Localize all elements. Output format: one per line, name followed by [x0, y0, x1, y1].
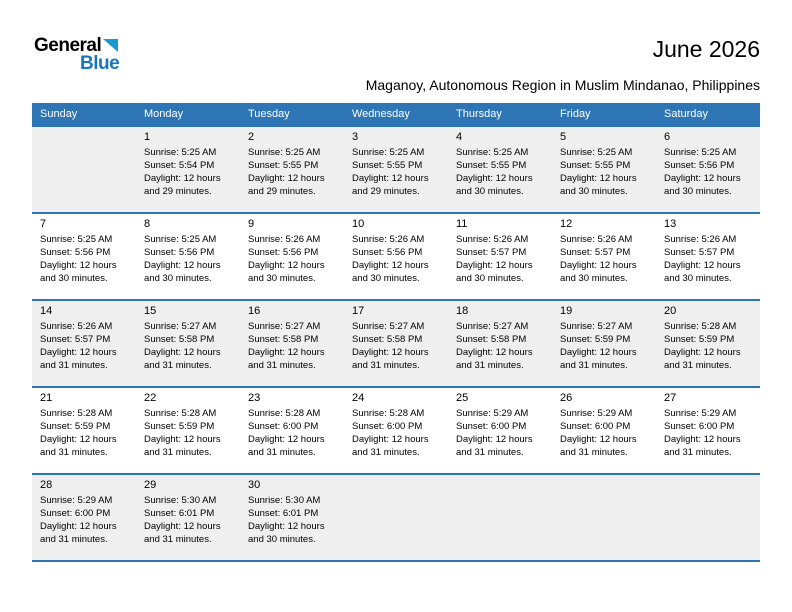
day-cell-24: [344, 387, 448, 474]
daylight-text-line1: Daylight: 12 hours: [352, 434, 429, 445]
day-number: 17: [352, 305, 365, 317]
month-title: June 2026: [652, 36, 760, 62]
location-subtitle: Maganoy, Autonomous Region in Muslim Mindanao, Philippines: [365, 77, 760, 93]
day-cell-16: [240, 300, 344, 387]
daylight-text-line2: and 31 minutes.: [664, 447, 732, 458]
sunrise-text: Sunrise: 5:27 AM: [456, 321, 529, 332]
daylight-text-line1: Daylight: 12 hours: [248, 521, 325, 532]
daylight-text-line2: and 30 minutes.: [248, 534, 316, 545]
sunrise-text: Sunrise: 5:25 AM: [248, 147, 321, 158]
day-number: 21: [40, 392, 53, 404]
day-cell-27: [656, 387, 760, 474]
empty-day-cell: [448, 474, 552, 561]
daylight-text-line2: and 31 minutes.: [352, 447, 420, 458]
daylight-text-line2: and 31 minutes.: [664, 360, 732, 371]
logo-text-general: General: [34, 35, 102, 56]
weekday-header-thursday: Thursday: [448, 103, 552, 126]
day-cell-29: [136, 474, 240, 561]
day-cell-2: [240, 126, 344, 213]
day-cell-17: [344, 300, 448, 387]
daylight-text-line1: Daylight: 12 hours: [560, 347, 637, 358]
sunrise-text: Sunrise: 5:28 AM: [40, 408, 113, 419]
day-cell-10: [344, 213, 448, 300]
day-cell-7: [32, 213, 136, 300]
daylight-text-line1: Daylight: 12 hours: [40, 521, 117, 532]
sunrise-text: Sunrise: 5:25 AM: [456, 147, 529, 158]
calendar-header: [32, 103, 760, 126]
general-blue-logo: [34, 36, 119, 73]
sunset-text: Sunset: 5:55 PM: [456, 160, 527, 171]
daylight-text-line2: and 30 minutes.: [456, 186, 524, 197]
daylight-text-line2: and 30 minutes.: [560, 186, 628, 197]
day-number: 25: [456, 392, 469, 404]
day-cell-9: [240, 213, 344, 300]
logo-text-blue: Blue: [80, 53, 120, 74]
day-cell-5: [552, 126, 656, 213]
week-row: [32, 300, 760, 387]
daylight-text-line1: Daylight: 12 hours: [456, 260, 533, 271]
day-number: 4: [456, 131, 463, 143]
daylight-text-line2: and 31 minutes.: [144, 360, 212, 371]
sunrise-text: Sunrise: 5:25 AM: [352, 147, 425, 158]
week-row: [32, 387, 760, 474]
weekday-header-saturday: Saturday: [656, 103, 760, 126]
day-number: 15: [144, 305, 157, 317]
daylight-text-line1: Daylight: 12 hours: [664, 434, 741, 445]
day-cell-15: [136, 300, 240, 387]
daylight-text-line1: Daylight: 12 hours: [40, 434, 117, 445]
sunrise-text: Sunrise: 5:25 AM: [664, 147, 737, 158]
sunset-text: Sunset: 6:00 PM: [40, 508, 111, 519]
daylight-text-line1: Daylight: 12 hours: [352, 347, 429, 358]
daylight-text-line2: and 31 minutes.: [144, 534, 212, 545]
sunrise-text: Sunrise: 5:29 AM: [560, 408, 633, 419]
day-number: 9: [248, 218, 255, 230]
daylight-text-line2: and 30 minutes.: [144, 273, 212, 284]
daylight-text-line1: Daylight: 12 hours: [40, 260, 117, 271]
day-cell-1: [136, 126, 240, 213]
sunset-text: Sunset: 5:58 PM: [456, 334, 527, 345]
daylight-text-line1: Daylight: 12 hours: [248, 347, 325, 358]
day-cell-18: [448, 300, 552, 387]
sunset-text: Sunset: 6:01 PM: [144, 508, 215, 519]
daylight-text-line2: and 29 minutes.: [248, 186, 316, 197]
daylight-text-line2: and 31 minutes.: [248, 447, 316, 458]
day-number: 2: [248, 131, 255, 143]
calendar-table: [32, 103, 760, 562]
day-cell-28: [32, 474, 136, 561]
week-row: [32, 213, 760, 300]
day-number: 26: [560, 392, 573, 404]
sunset-text: Sunset: 5:56 PM: [664, 160, 735, 171]
sunset-text: Sunset: 6:00 PM: [456, 421, 527, 432]
day-number: 23: [248, 392, 261, 404]
daylight-text-line2: and 30 minutes.: [248, 273, 316, 284]
day-number: 24: [352, 392, 365, 404]
sunrise-text: Sunrise: 5:27 AM: [560, 321, 633, 332]
day-number: 11: [456, 218, 468, 230]
empty-day-cell: [552, 474, 656, 561]
sunrise-text: Sunrise: 5:27 AM: [248, 321, 321, 332]
sunset-text: Sunset: 5:55 PM: [352, 160, 423, 171]
sunrise-text: Sunrise: 5:26 AM: [248, 234, 321, 245]
daylight-text-line1: Daylight: 12 hours: [40, 347, 117, 358]
sunset-text: Sunset: 5:58 PM: [248, 334, 319, 345]
sunrise-text: Sunrise: 5:28 AM: [248, 408, 321, 419]
daylight-text-line2: and 30 minutes.: [664, 273, 732, 284]
day-number: 22: [144, 392, 157, 404]
daylight-text-line2: and 31 minutes.: [456, 447, 524, 458]
day-number: 7: [40, 218, 47, 230]
daylight-text-line1: Daylight: 12 hours: [560, 260, 637, 271]
day-cell-20: [656, 300, 760, 387]
sunset-text: Sunset: 5:55 PM: [560, 160, 631, 171]
sunset-text: Sunset: 5:58 PM: [144, 334, 215, 345]
day-number: 13: [664, 218, 677, 230]
day-number: 5: [560, 131, 567, 143]
daylight-text-line2: and 30 minutes.: [352, 273, 420, 284]
daylight-text-line2: and 31 minutes.: [40, 447, 108, 458]
day-cell-6: [656, 126, 760, 213]
sunrise-text: Sunrise: 5:27 AM: [352, 321, 425, 332]
day-number: 16: [248, 305, 261, 317]
day-cell-19: [552, 300, 656, 387]
sunrise-text: Sunrise: 5:30 AM: [248, 495, 321, 506]
daylight-text-line1: Daylight: 12 hours: [144, 173, 221, 184]
sunrise-text: Sunrise: 5:26 AM: [560, 234, 633, 245]
sunrise-text: Sunrise: 5:26 AM: [664, 234, 737, 245]
day-number: 10: [352, 218, 365, 230]
sunset-text: Sunset: 5:59 PM: [40, 421, 111, 432]
empty-day-cell: [656, 474, 760, 561]
day-cell-11: [448, 213, 552, 300]
daylight-text-line2: and 31 minutes.: [40, 534, 108, 545]
daylight-text-line1: Daylight: 12 hours: [664, 260, 741, 271]
day-number: 6: [664, 131, 671, 143]
daylight-text-line1: Daylight: 12 hours: [248, 173, 325, 184]
sunset-text: Sunset: 6:00 PM: [248, 421, 319, 432]
daylight-text-line1: Daylight: 12 hours: [456, 434, 533, 445]
daylight-text-line2: and 30 minutes.: [664, 186, 732, 197]
daylight-text-line1: Daylight: 12 hours: [248, 260, 325, 271]
daylight-text-line2: and 31 minutes.: [560, 360, 628, 371]
calendar-body: [32, 126, 760, 561]
sunset-text: Sunset: 5:56 PM: [40, 247, 111, 258]
sunrise-text: Sunrise: 5:29 AM: [664, 408, 737, 419]
sunrise-text: Sunrise: 5:30 AM: [144, 495, 217, 506]
day-cell-8: [136, 213, 240, 300]
day-cell-23: [240, 387, 344, 474]
daylight-text-line1: Daylight: 12 hours: [664, 347, 741, 358]
sunrise-text: Sunrise: 5:26 AM: [40, 321, 113, 332]
weekday-header-sunday: Sunday: [32, 103, 136, 126]
day-cell-14: [32, 300, 136, 387]
sunrise-text: Sunrise: 5:29 AM: [456, 408, 529, 419]
day-number: 30: [248, 479, 261, 491]
sunset-text: Sunset: 5:56 PM: [248, 247, 319, 258]
day-number: 14: [40, 305, 53, 317]
sunrise-text: Sunrise: 5:25 AM: [40, 234, 113, 245]
day-number: 8: [144, 218, 151, 230]
daylight-text-line1: Daylight: 12 hours: [456, 173, 533, 184]
daylight-text-line2: and 30 minutes.: [456, 273, 524, 284]
sunrise-text: Sunrise: 5:28 AM: [144, 408, 217, 419]
day-cell-12: [552, 213, 656, 300]
weekday-header-wednesday: Wednesday: [344, 103, 448, 126]
daylight-text-line1: Daylight: 12 hours: [560, 173, 637, 184]
day-number: 28: [40, 479, 53, 491]
day-cell-26: [552, 387, 656, 474]
daylight-text-line2: and 31 minutes.: [456, 360, 524, 371]
daylight-text-line1: Daylight: 12 hours: [352, 260, 429, 271]
daylight-text-line2: and 31 minutes.: [352, 360, 420, 371]
sunrise-text: Sunrise: 5:28 AM: [352, 408, 425, 419]
sunrise-text: Sunrise: 5:26 AM: [456, 234, 529, 245]
sunrise-text: Sunrise: 5:25 AM: [560, 147, 633, 158]
sunrise-text: Sunrise: 5:26 AM: [352, 234, 425, 245]
weekday-header-friday: Friday: [552, 103, 656, 126]
day-cell-25: [448, 387, 552, 474]
day-number: 18: [456, 305, 469, 317]
sunrise-text: Sunrise: 5:27 AM: [144, 321, 217, 332]
empty-day-cell: [32, 126, 136, 213]
sunset-text: Sunset: 6:00 PM: [664, 421, 735, 432]
sunset-text: Sunset: 5:54 PM: [144, 160, 215, 171]
sunset-text: Sunset: 6:00 PM: [560, 421, 631, 432]
day-cell-22: [136, 387, 240, 474]
week-row: [32, 126, 760, 213]
daylight-text-line1: Daylight: 12 hours: [352, 173, 429, 184]
day-cell-21: [32, 387, 136, 474]
sunrise-text: Sunrise: 5:25 AM: [144, 234, 217, 245]
day-number: 3: [352, 131, 359, 143]
sunset-text: Sunset: 5:57 PM: [40, 334, 111, 345]
daylight-text-line1: Daylight: 12 hours: [248, 434, 325, 445]
weekday-header-tuesday: Tuesday: [240, 103, 344, 126]
daylight-text-line2: and 30 minutes.: [560, 273, 628, 284]
day-cell-30: [240, 474, 344, 561]
sunrise-text: Sunrise: 5:25 AM: [144, 147, 217, 158]
weekday-header-row: [32, 103, 760, 126]
sunset-text: Sunset: 5:59 PM: [560, 334, 631, 345]
daylight-text-line1: Daylight: 12 hours: [144, 347, 221, 358]
daylight-text-line1: Daylight: 12 hours: [664, 173, 741, 184]
sunset-text: Sunset: 5:56 PM: [352, 247, 423, 258]
sunrise-text: Sunrise: 5:29 AM: [40, 495, 113, 506]
sunset-text: Sunset: 5:59 PM: [144, 421, 215, 432]
daylight-text-line2: and 30 minutes.: [40, 273, 108, 284]
daylight-text-line2: and 31 minutes.: [144, 447, 212, 458]
day-number: 12: [560, 218, 573, 230]
daylight-text-line1: Daylight: 12 hours: [456, 347, 533, 358]
daylight-text-line2: and 31 minutes.: [248, 360, 316, 371]
daylight-text-line1: Daylight: 12 hours: [144, 260, 221, 271]
day-number: 20: [664, 305, 677, 317]
daylight-text-line2: and 31 minutes.: [560, 447, 628, 458]
daylight-text-line1: Daylight: 12 hours: [560, 434, 637, 445]
daylight-text-line1: Daylight: 12 hours: [144, 521, 221, 532]
daylight-text-line2: and 29 minutes.: [352, 186, 420, 197]
day-number: 29: [144, 479, 157, 491]
day-cell-13: [656, 213, 760, 300]
sunset-text: Sunset: 5:58 PM: [352, 334, 423, 345]
daylight-text-line1: Daylight: 12 hours: [144, 434, 221, 445]
sunset-text: Sunset: 5:57 PM: [560, 247, 631, 258]
day-number: 19: [560, 305, 573, 317]
day-number: 1: [144, 131, 151, 143]
daylight-text-line2: and 31 minutes.: [40, 360, 108, 371]
day-number: 27: [664, 392, 677, 404]
week-row: [32, 474, 760, 561]
sunrise-text: Sunrise: 5:28 AM: [664, 321, 737, 332]
sunset-text: Sunset: 6:00 PM: [352, 421, 423, 432]
day-cell-4: [448, 126, 552, 213]
sunset-text: Sunset: 5:57 PM: [456, 247, 527, 258]
sunset-text: Sunset: 5:59 PM: [664, 334, 735, 345]
empty-day-cell: [344, 474, 448, 561]
day-cell-3: [344, 126, 448, 213]
sunset-text: Sunset: 5:57 PM: [664, 247, 735, 258]
sunset-text: Sunset: 6:01 PM: [248, 508, 319, 519]
daylight-text-line2: and 29 minutes.: [144, 186, 212, 197]
sunset-text: Sunset: 5:55 PM: [248, 160, 319, 171]
sunset-text: Sunset: 5:56 PM: [144, 247, 215, 258]
weekday-header-monday: Monday: [136, 103, 240, 126]
